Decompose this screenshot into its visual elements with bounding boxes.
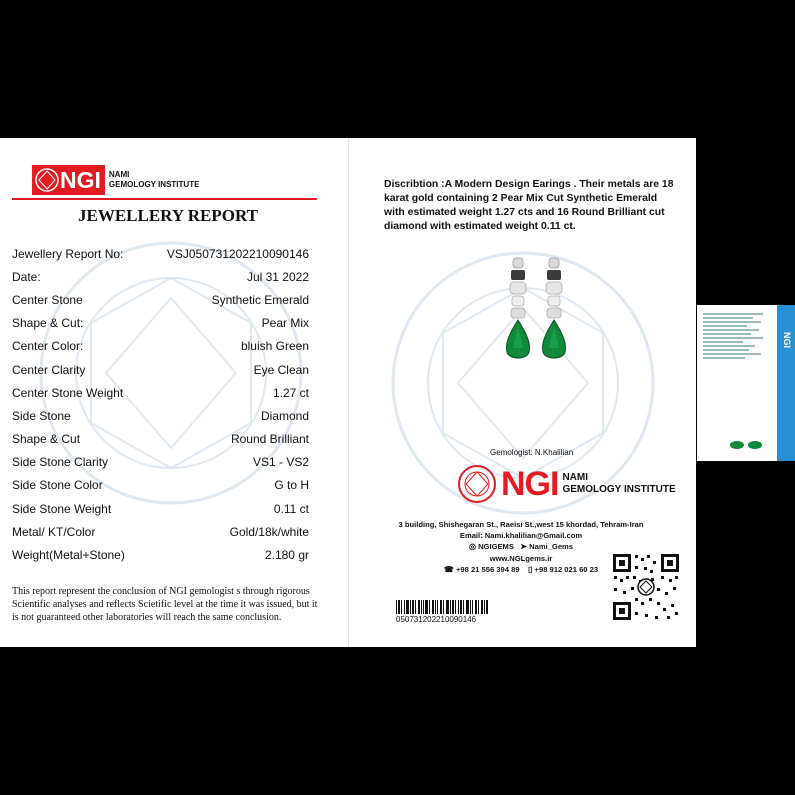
row-label: Date: <box>12 269 41 284</box>
row-value: Round Brilliant <box>230 432 309 447</box>
report-right-page <box>349 138 696 647</box>
barcode-icon <box>396 600 488 614</box>
row-value: VSJ050731202210090146 <box>166 246 309 261</box>
row-label: Center Color: <box>12 339 84 354</box>
side-card-earrings-icon <box>727 435 767 455</box>
report-row <box>12 543 309 566</box>
address: 3 building, Shishegaran St., Raeisi St.,west 15 khordad, Tehram-Iran <box>398 520 644 529</box>
logo-line1: NAMI <box>108 170 130 179</box>
ngi-logo-box <box>32 165 105 195</box>
report-row <box>12 520 309 543</box>
row-label: Metal/ KT/Color <box>12 524 96 539</box>
report-left-page <box>0 138 348 647</box>
side-card-brand: NGI <box>782 331 792 348</box>
report-row <box>12 335 309 358</box>
barcode-number: 050731202210090146 <box>396 615 477 624</box>
row-value: Gold/18k/white <box>229 524 309 539</box>
report-row <box>12 358 309 381</box>
row-label: Shape & Cut <box>12 432 81 447</box>
row-value: Diamond <box>260 408 309 423</box>
instagram-icon: ◎ <box>468 542 476 552</box>
globe-icon <box>34 167 60 193</box>
instagram-handle: NGIGEMS <box>478 542 514 552</box>
phone-number: +98 21 556 394 89 <box>455 564 520 574</box>
row-label: Side Stone Color <box>12 478 103 493</box>
report-rows <box>12 242 309 567</box>
report-title: JEWELLERY REPORT <box>77 206 258 225</box>
telegram-icon: ➤ <box>520 542 527 552</box>
row-value: 0.11 ct <box>273 501 309 516</box>
qr-code-icon <box>611 552 681 622</box>
row-label: Side Stone <box>12 408 71 423</box>
mobile-icon: ▯ <box>528 564 533 574</box>
row-value: Pear Mix <box>261 316 309 331</box>
row-value: VS1 - VS2 <box>252 455 309 470</box>
row-label: Center Stone Weight <box>12 385 124 400</box>
header-rule <box>12 198 317 200</box>
side-card-text-lines <box>703 311 773 361</box>
ngi-logo-mark-large: NGI <box>501 464 559 503</box>
report-row <box>12 451 309 474</box>
report-row <box>12 242 309 265</box>
logo-line2: GEMOLOGY INSTITUTE <box>562 484 676 495</box>
gemologist-name: Gemologist: N.Khalilian <box>490 448 574 457</box>
row-value: Eye Clean <box>253 362 309 377</box>
row-value: bluish Green <box>240 339 309 354</box>
report-row <box>12 265 309 288</box>
row-value: 2.180 gr <box>264 548 309 563</box>
earrings-photo-icon <box>499 256 579 371</box>
ngi-logo-mark: NGI <box>60 166 101 193</box>
description: Discribtion :A Modern Design Earings . Their metals are 18 karat gold containing 2 Pear Mix Cut Synthetic Emerald with estimated weight 1.27 cts and 16 Round Brilliant cut diamond with estimated weight 0.11 ct. <box>384 179 674 232</box>
mobile-number: +98 912 021 60 23 <box>534 564 599 574</box>
row-value: 1.27 ct <box>272 385 309 400</box>
report-row <box>12 428 309 451</box>
email: Email: Nami.khalilian@Gmail.com <box>459 531 583 541</box>
row-label: Weight(Metal+Stone) <box>12 548 125 563</box>
report-card <box>0 138 696 647</box>
ngi-logo-text <box>109 170 200 190</box>
ngi-logo-large <box>457 464 676 504</box>
report-row <box>12 404 309 427</box>
telegram-handle: Nami_Gems <box>529 542 574 552</box>
report-row <box>12 497 309 520</box>
report-row <box>12 381 309 404</box>
row-value: Jul 31 2022 <box>246 269 309 284</box>
logo-line1: NAMI <box>562 472 589 483</box>
ngi-logo <box>32 165 199 195</box>
side-card-thumbnail <box>697 305 795 461</box>
side-card-brand-band <box>777 305 795 461</box>
report-row <box>12 474 309 497</box>
report-row <box>12 288 309 311</box>
row-value: G to H <box>274 478 309 493</box>
disclaimer-note: This report represent the conclusion of NGI gemologist s through rigorous Scientific analyses and reflects Scietific level at the time it was issued, but it is not guaranteed other laboratories will reach the same conclusion. <box>12 586 318 623</box>
website: www.NGLgems.ir <box>489 553 553 563</box>
row-value: Synthetic Emerald <box>211 292 309 307</box>
logo-line2: GEMOLOGY INSTITUTE <box>108 180 200 189</box>
row-label: Center Clarity <box>12 362 86 377</box>
row-label: Shape & Cut: <box>12 316 84 331</box>
row-label: Jewellery Report No: <box>12 246 124 261</box>
ngi-logo-text-large <box>562 472 675 496</box>
phone-icon: ☎ <box>443 564 454 574</box>
row-label: Side Stone Clarity <box>12 455 109 470</box>
row-label: Center Stone <box>12 292 83 307</box>
social-line <box>389 541 653 552</box>
row-label: Side Stone Weight <box>12 501 112 516</box>
report-row <box>12 312 309 335</box>
ngi-seal-icon <box>457 464 497 504</box>
